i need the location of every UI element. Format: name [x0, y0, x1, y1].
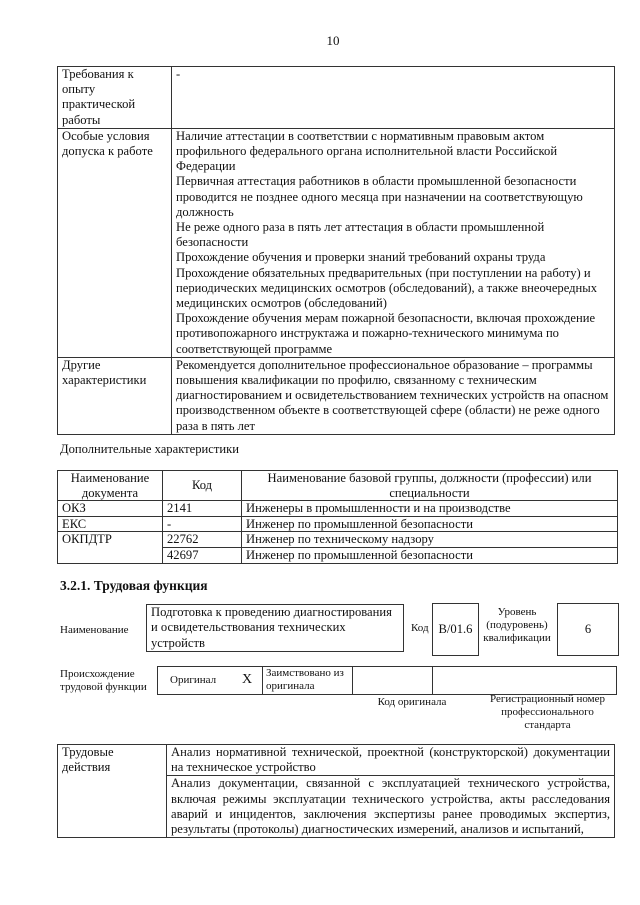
- reg-number-label: Регистрационный номер профессионального стандарта: [489, 693, 606, 731]
- row-value: [172, 128, 615, 357]
- name-label: Наименование: [60, 624, 129, 636]
- header-doc: Наименование документа: [58, 471, 163, 501]
- condition-line: Прохождение обучения и проверки знаний требований охраны труда: [176, 250, 546, 265]
- original-label: Оригинал: [170, 674, 217, 686]
- code-cell: 2141: [163, 501, 242, 517]
- action-item: Анализ документации, связанной с эксплуатацией технического устройства, включая режимы эксплуатации технического устройства, акты расследования аварий и инцидентов, заключения экспертизы ранее проводимых экспертиз, результаты (протоколы) диагностических измерений, анализов и испытаний,: [167, 776, 615, 838]
- additional-title: Дополнительные характеристики: [60, 442, 239, 456]
- doc-cell: ЕКС: [58, 516, 163, 532]
- row-label: Особые условия допуска к работе: [58, 128, 172, 357]
- row-value: Рекомендуется дополнительное профессиональное образование – программы повышения квалификации по профилю, связанному с техническим диагностированием и освидетельствованием технических устройств на опасном производственном объекте в соответствующей сфере (области) не реже одного раза в пять лет: [172, 357, 615, 434]
- name-cell: Инженер по промышленной безопасности: [242, 516, 618, 532]
- row-label: Требования к опыту практической работы: [58, 67, 172, 129]
- divider: [432, 667, 433, 694]
- table-header-row: [58, 471, 618, 501]
- page-number: 10: [326, 33, 340, 48]
- table-row: [58, 501, 618, 517]
- divider: [352, 667, 353, 694]
- table-row: [58, 745, 615, 776]
- doc-cell: ОКЗ: [58, 501, 163, 517]
- original-mark: X: [242, 672, 253, 687]
- condition-line: Наличие аттестации в соответствии с нормативным правовым актом профильного федерального органа исполнительной власти Российской Федерации: [176, 128, 558, 174]
- divider: [262, 667, 263, 694]
- table-row: [58, 67, 615, 129]
- table-row: [58, 357, 615, 434]
- condition-line: Прохождение обучения мерам пожарной безопасности, включая прохождение противопожарного инструктажа и пожарно-технического минимума по соответствующей программе: [176, 311, 596, 356]
- code-label: Код: [411, 622, 429, 634]
- requirements-table: [57, 66, 615, 435]
- function-code: B/01.6: [432, 603, 479, 656]
- section-heading: 3.2.1. Трудовая функция: [60, 578, 208, 593]
- borrowed-label: Заимствовано из оригинала: [266, 667, 344, 692]
- additional-table: [57, 470, 618, 564]
- origin-row: [157, 666, 617, 695]
- actions-table: [57, 744, 615, 838]
- qualification-level: 6: [557, 603, 619, 656]
- actions-label: Трудовые действия: [58, 745, 167, 838]
- action-item: Анализ нормативной технической, проектной (конструкторской) документации на техническое устройство: [167, 745, 615, 776]
- origin-label: Происхождение трудовой функции: [60, 668, 147, 693]
- code-cell: 22762: [163, 532, 242, 548]
- condition-line: Прохождение обязательных предварительных (при поступлении на работу) и периодических медицинских осмотров (обследований), а также внеочередных медицинских осмотров (обследований): [176, 265, 598, 311]
- name-cell: Инженеры в промышленности и на производстве: [242, 501, 618, 517]
- condition-line: Не реже одного раза в пять лет аттестация в области промышленной безопасности: [176, 220, 545, 250]
- code-cell: -: [163, 516, 242, 532]
- row-label: Другие характеристики: [58, 357, 172, 434]
- table-row: [58, 516, 618, 532]
- name-cell: Инженер по техническому надзору: [242, 532, 618, 548]
- header-code: Код: [163, 471, 242, 501]
- doc-cell: ОКПДТР: [58, 532, 163, 563]
- level-label: Уровень (подуровень) квалификации: [483, 606, 551, 644]
- name-cell: Инженер по промышленной безопасности: [242, 547, 618, 563]
- condition-line: Первичная аттестация работников в области промышленной безопасности проводится не позднее одного месяца при назначении на соответствующую должность: [176, 174, 583, 219]
- code-cell: 42697: [163, 547, 242, 563]
- function-name: Подготовка к проведению диагностирования и освидетельствования технических устройств: [146, 604, 404, 652]
- row-value: -: [172, 67, 615, 129]
- original-code-label: Код оригинала: [377, 696, 447, 708]
- header-name: Наименование базовой группы, должности (профессии) или специальности: [242, 471, 618, 501]
- table-row: [58, 532, 618, 548]
- table-row: [58, 128, 615, 357]
